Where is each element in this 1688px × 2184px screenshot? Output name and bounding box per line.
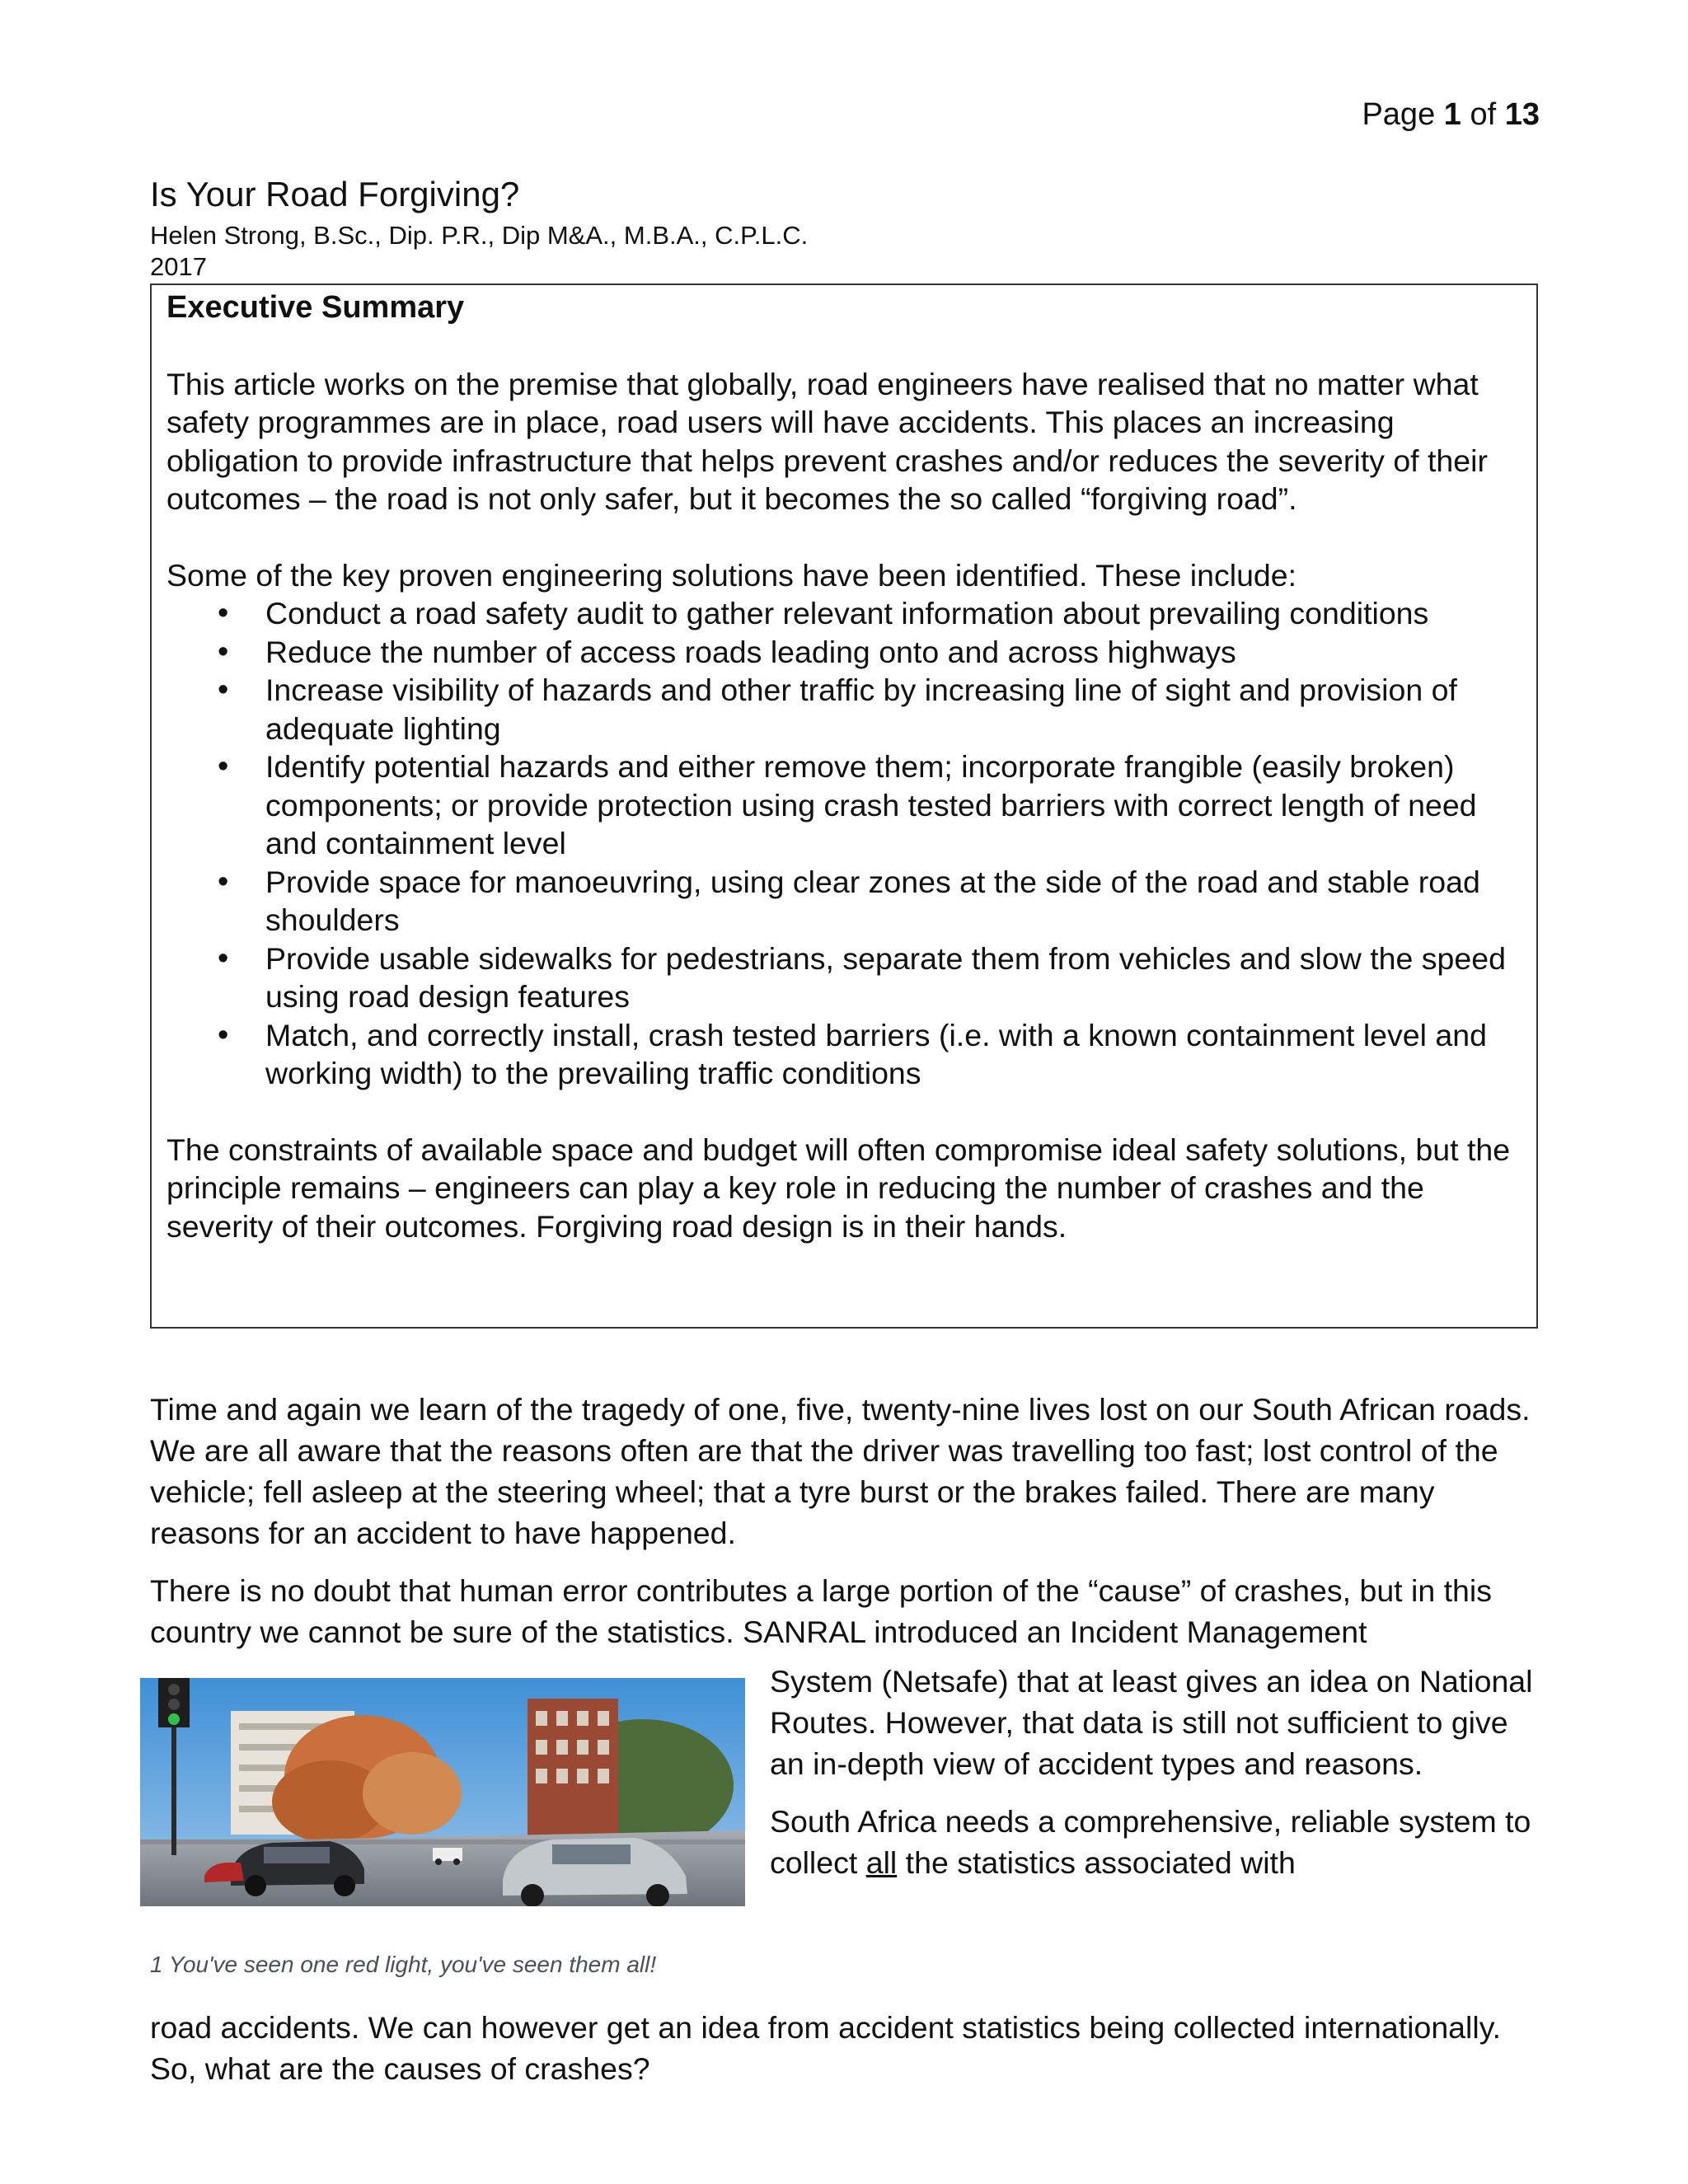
executive-summary-content: [166, 288, 1518, 1245]
body-paragraph-2: There is no doubt that human error contributes a large portion of the “cause” of crashes, but in this country we cannot be sure of the statistics. SANRAL introduced an Incident Management: [150, 1573, 1492, 1649]
side-paragraph-2-start: South Africa needs a comprehensive, reliable system to collect: [770, 1804, 1531, 1880]
document-year: 2017: [150, 252, 207, 281]
executive-summary-box: [150, 284, 1538, 1329]
summary-bullet: • Identify potential hazards and either remove them; incorporate frangible (easily broken) components; or provide protection using crash tested barriers with correct length of need and containment level: [265, 748, 1518, 863]
summary-bullet: • Increase visibility of hazards and other traffic by increasing line of sight and provision of adequate lighting: [265, 671, 1518, 748]
side-paragraph-1: System (Netsafe) that at least gives an idea on National Routes. However, that data is still not sufficient to give an in-depth view of accident types and reasons.: [770, 1664, 1533, 1781]
photo-illustration: [140, 1678, 745, 1906]
summary-bullet: • Reduce the number of access roads leading onto and across highways: [265, 633, 1518, 672]
side-text: [770, 1661, 1545, 1900]
summary-bullet: • Provide space for manoeuvring, using clear zones at the side of the road and stable road shoulders: [265, 863, 1518, 940]
closing-paragraph: road accidents. We can however get an idea from accident statistics being collected internationally. So, what are the causes of crashes?: [150, 2010, 1502, 2086]
summary-bullet-list: [166, 594, 1518, 1093]
summary-intro: This article works on the premise that globally, road engineers have realised that no matter what safety programmes are in place, road users will have accidents. This places an increasing obligation to provide infrastructure that helps prevent crashes and/or reduces the severity of their outcomes – the road is not only safer, but it becomes the so called “forgiving road”.: [166, 366, 1488, 516]
street-intersection-photo: [140, 1678, 745, 1906]
figure-caption: 1 You've seen one red light, you've seen them all!: [150, 1952, 657, 1977]
executive-summary-heading: Executive Summary: [166, 290, 465, 325]
page-prefix: Page: [1362, 97, 1444, 132]
body-text: [150, 1389, 1543, 1669]
page-total: 13: [1504, 97, 1540, 132]
document-title: Is Your Road Forgiving?: [150, 175, 520, 213]
summary-bullet: • Conduct a road safety audit to gather relevant information about prevailing conditions: [265, 594, 1518, 633]
page-separator: of: [1461, 97, 1505, 132]
closing-text: [150, 2007, 1543, 2089]
summary-bullet: • Provide usable sidewalks for pedestrians, separate them from vehicles and slow the speed using road design features: [265, 940, 1518, 1016]
side-paragraph-2-end: the statistics associated with: [897, 1845, 1296, 1880]
summary-lead: Some of the key proven engineering solutions have been identified. These include:: [166, 557, 1297, 593]
body-paragraph-1: Time and again we learn of the tragedy of one, five, twenty-nine lives lost on our South African roads. We are all aware that the reasons often are that the driver was travelling too fast; lost control of the vehicle; fell asleep at the steering wheel; that a tyre burst or the brakes failed. There are many reasons for an accident to have happened.: [150, 1392, 1531, 1550]
underlined-word: all: [865, 1845, 898, 1880]
page-current: 1: [1443, 97, 1461, 132]
document-author: Helen Strong, B.Sc., Dip. P.R., Dip M&A., M.B.A., C.P.L.C.: [150, 221, 809, 250]
side-paragraph-2: [770, 1801, 1545, 1883]
page-number: [1362, 97, 1540, 133]
summary-conclusion: The constraints of available space and budget will often compromise ideal safety solutions, but the principle remains – engineers can play a key role in reducing the number of crashes and the severity of their outcomes. Forgiving road design is in their hands.: [166, 1132, 1511, 1244]
summary-bullet: • Match, and correctly install, crash tested barriers (i.e. with a known containment level and working width) to the prevailing traffic conditions: [265, 1016, 1518, 1093]
